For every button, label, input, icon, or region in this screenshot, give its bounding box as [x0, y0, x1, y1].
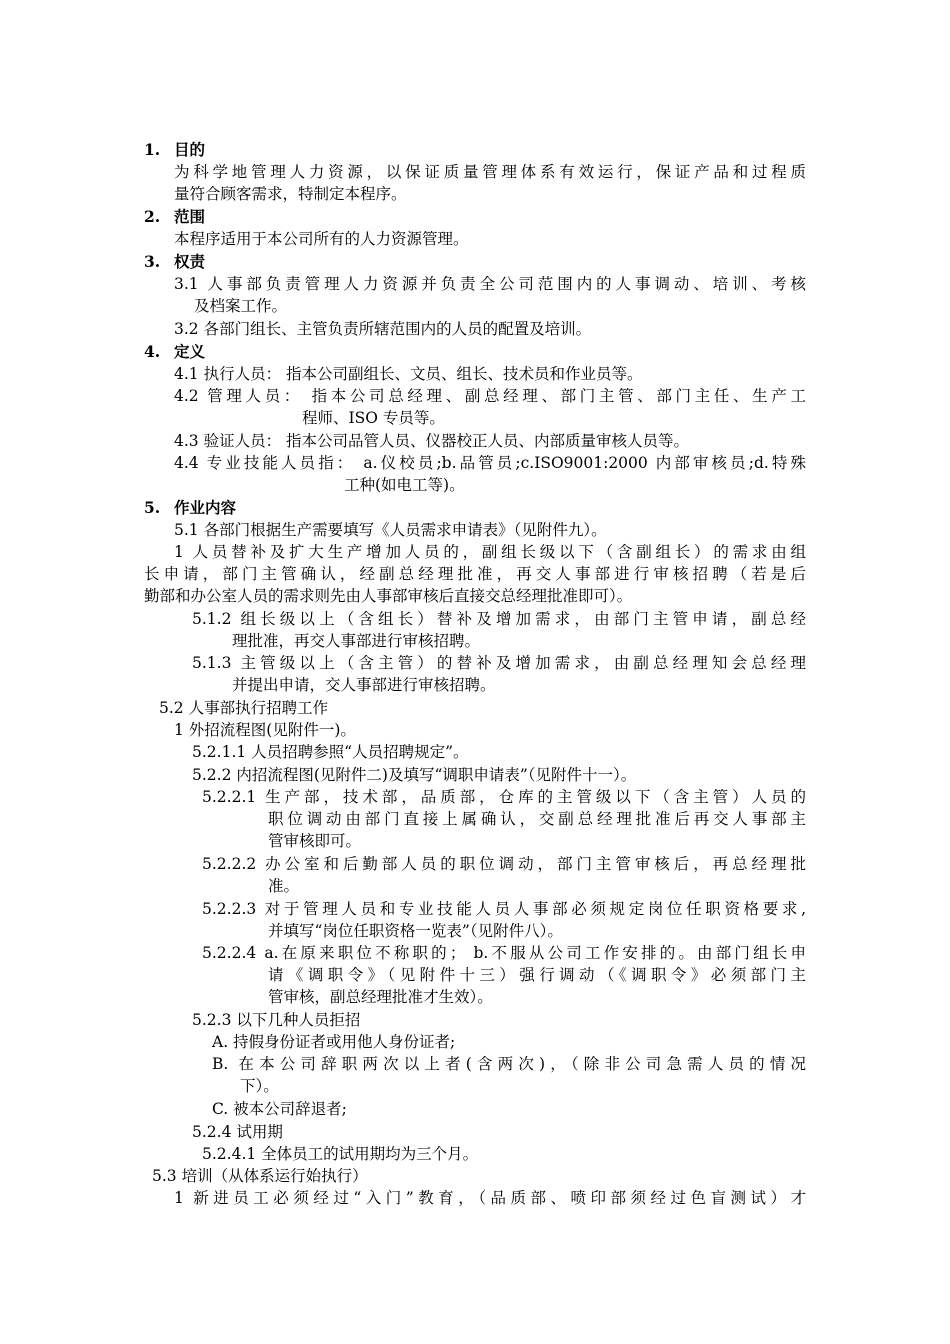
section-5-title: 作业内容 — [174, 498, 237, 517]
section-5-line: 5.2.2.4 a.在原来职位不称职的； b.不服从公司工作安排的。由部门组长申 — [202, 944, 806, 962]
section-4-title: 定义 — [174, 342, 206, 361]
section-5-line: 1 外招流程图(见附件一)。 — [174, 721, 356, 739]
section-5-line: B. 在本公司辞职两次以上者(含两次)，（除非公司急需人员的情况 — [212, 1055, 806, 1073]
section-5-line: 5.2.4 试用期 — [192, 1123, 283, 1141]
section-5-line: 5.1.2 组长级以上（含组长）替补及增加需求，由部门主管申请，副总经 — [192, 610, 806, 628]
section-5-line: 5.2.2.2 办公室和后勤部人员的职位调动，部门主管审核后，再总经理批 — [202, 855, 806, 873]
section-3-title: 权责 — [174, 252, 206, 271]
section-5-number: 5. — [144, 498, 161, 517]
section-4-line: 4.3 验证人员： 指本公司品管人员、仪器校正人员、内部质量审核人员等。 — [174, 432, 690, 450]
section-3-number: 3. — [144, 252, 161, 271]
section-5-line: 管审核即可。 — [268, 832, 362, 850]
section-5-line: 请《调职令》（见附件十三）强行调动（《调职令》必须部门主 — [268, 966, 806, 984]
section-5-line: 并填写“岗位任职资格一览表”（见附件八）。 — [268, 922, 563, 940]
section-5-line: 管审核，副总经理批准才生效）。 — [268, 988, 493, 1006]
section-5-line: 并提出申请，交人事部进行审核招聘。 — [232, 676, 496, 694]
section-5-line: 理批准，再交人事部进行审核招聘。 — [232, 632, 481, 650]
section-5-line: 5.2.4.1 全体员工的试用期均为三个月。 — [202, 1145, 479, 1163]
section-5-line: 5.2.1.1 人员招聘参照“人员招聘规定”。 — [192, 743, 469, 761]
section-3-line: 及档案工作。 — [194, 297, 288, 315]
section-1-line: 量符合顾客需求，特制定本程序。 — [174, 185, 407, 203]
section-4-line: 4.1 执行人员： 指本公司副组长、文员、组长、技术员和作业员等。 — [174, 365, 643, 383]
section-5-line: 5.2.2 内招流程图(见附件二)及填写“调职申请表”（见附件十一）。 — [192, 766, 637, 784]
section-5-line: 5.2 人事部执行招聘工作 — [159, 699, 329, 717]
section-5-line: 职位调动由部门直接上属确认，交副总经理批准后再交人事部主 — [268, 810, 806, 828]
section-4-line: 4.4 专业技能人员指： a.仪校员;b.品管员;c.ISO9001:2000 内部审核员;d.特殊 — [174, 454, 806, 472]
section-1-line: 为科学地管理人力资源，以保证质量管理体系有效运行，保证产品和过程质 — [174, 163, 806, 181]
section-4-line: 程师、ISO 专员等。 — [302, 409, 445, 427]
section-5-line: 下）。 — [240, 1077, 279, 1095]
section-5-line: C. 被本公司辞退者; — [212, 1100, 347, 1118]
section-2-line: 本程序适用于本公司所有的人力资源管理。 — [174, 230, 469, 248]
section-5-line: 5.1 各部门根据生产需要填写《人员需求申请表》（见附件九）。 — [174, 521, 607, 539]
section-2-title: 范围 — [174, 207, 206, 226]
section-4-line: 4.2 管理人员： 指本公司总经理、副总经理、部门主管、部门主任、生产工 — [174, 387, 806, 405]
section-3-line: 3.2 各部门组长、主管负责所辖范围内的人员的配置及培训。 — [174, 320, 592, 338]
section-5-line: A. 持假身份证者或用他人身份证者; — [212, 1033, 456, 1051]
section-5-line: 勤部和办公室人员的需求则先由人事部审核后直接交总经理批准即可）。 — [144, 587, 633, 605]
section-5-line: 1 人员替补及扩大生产增加人员的，副组长级以下（含副组长）的需求由组 — [174, 543, 806, 561]
section-5-line: 5.2.2.3 对于管理人员和专业技能人员人事部必须规定岗位任职资格要求, — [202, 900, 806, 918]
section-3-line: 3.1 人事部负责管理人力资源并负责全公司范围内的人事调动、培训、考核 — [174, 275, 806, 293]
section-5-line: 5.2.2.1 生产部，技术部，品质部，仓库的主管级以下（含主管）人员的 — [202, 788, 806, 806]
section-5-line: 5.1.3 主管级以上（含主管）的替补及增加需求，由副总经理知会总经理 — [192, 654, 806, 672]
section-5-line: 长申请，部门主管确认，经副总经理批准，再交人事部进行审核招聘（若是后 — [144, 565, 806, 583]
section-5-line: 5.2.3 以下几种人员拒招 — [192, 1011, 361, 1029]
section-5-line: 5.3 培训（从体系运行始执行） — [152, 1167, 368, 1185]
section-4-line: 工种(如电工等)。 — [344, 476, 465, 494]
section-1-title: 目的 — [174, 140, 206, 159]
section-2-number: 2. — [144, 207, 161, 226]
section-5-line: 准。 — [268, 877, 300, 895]
section-5-line: 1 新进员工必须经过“入门”教育，（品质部、喷印部须经过色盲测试）才 — [174, 1189, 806, 1207]
section-1-number: 1. — [144, 140, 161, 159]
section-4-number: 4. — [144, 342, 161, 361]
